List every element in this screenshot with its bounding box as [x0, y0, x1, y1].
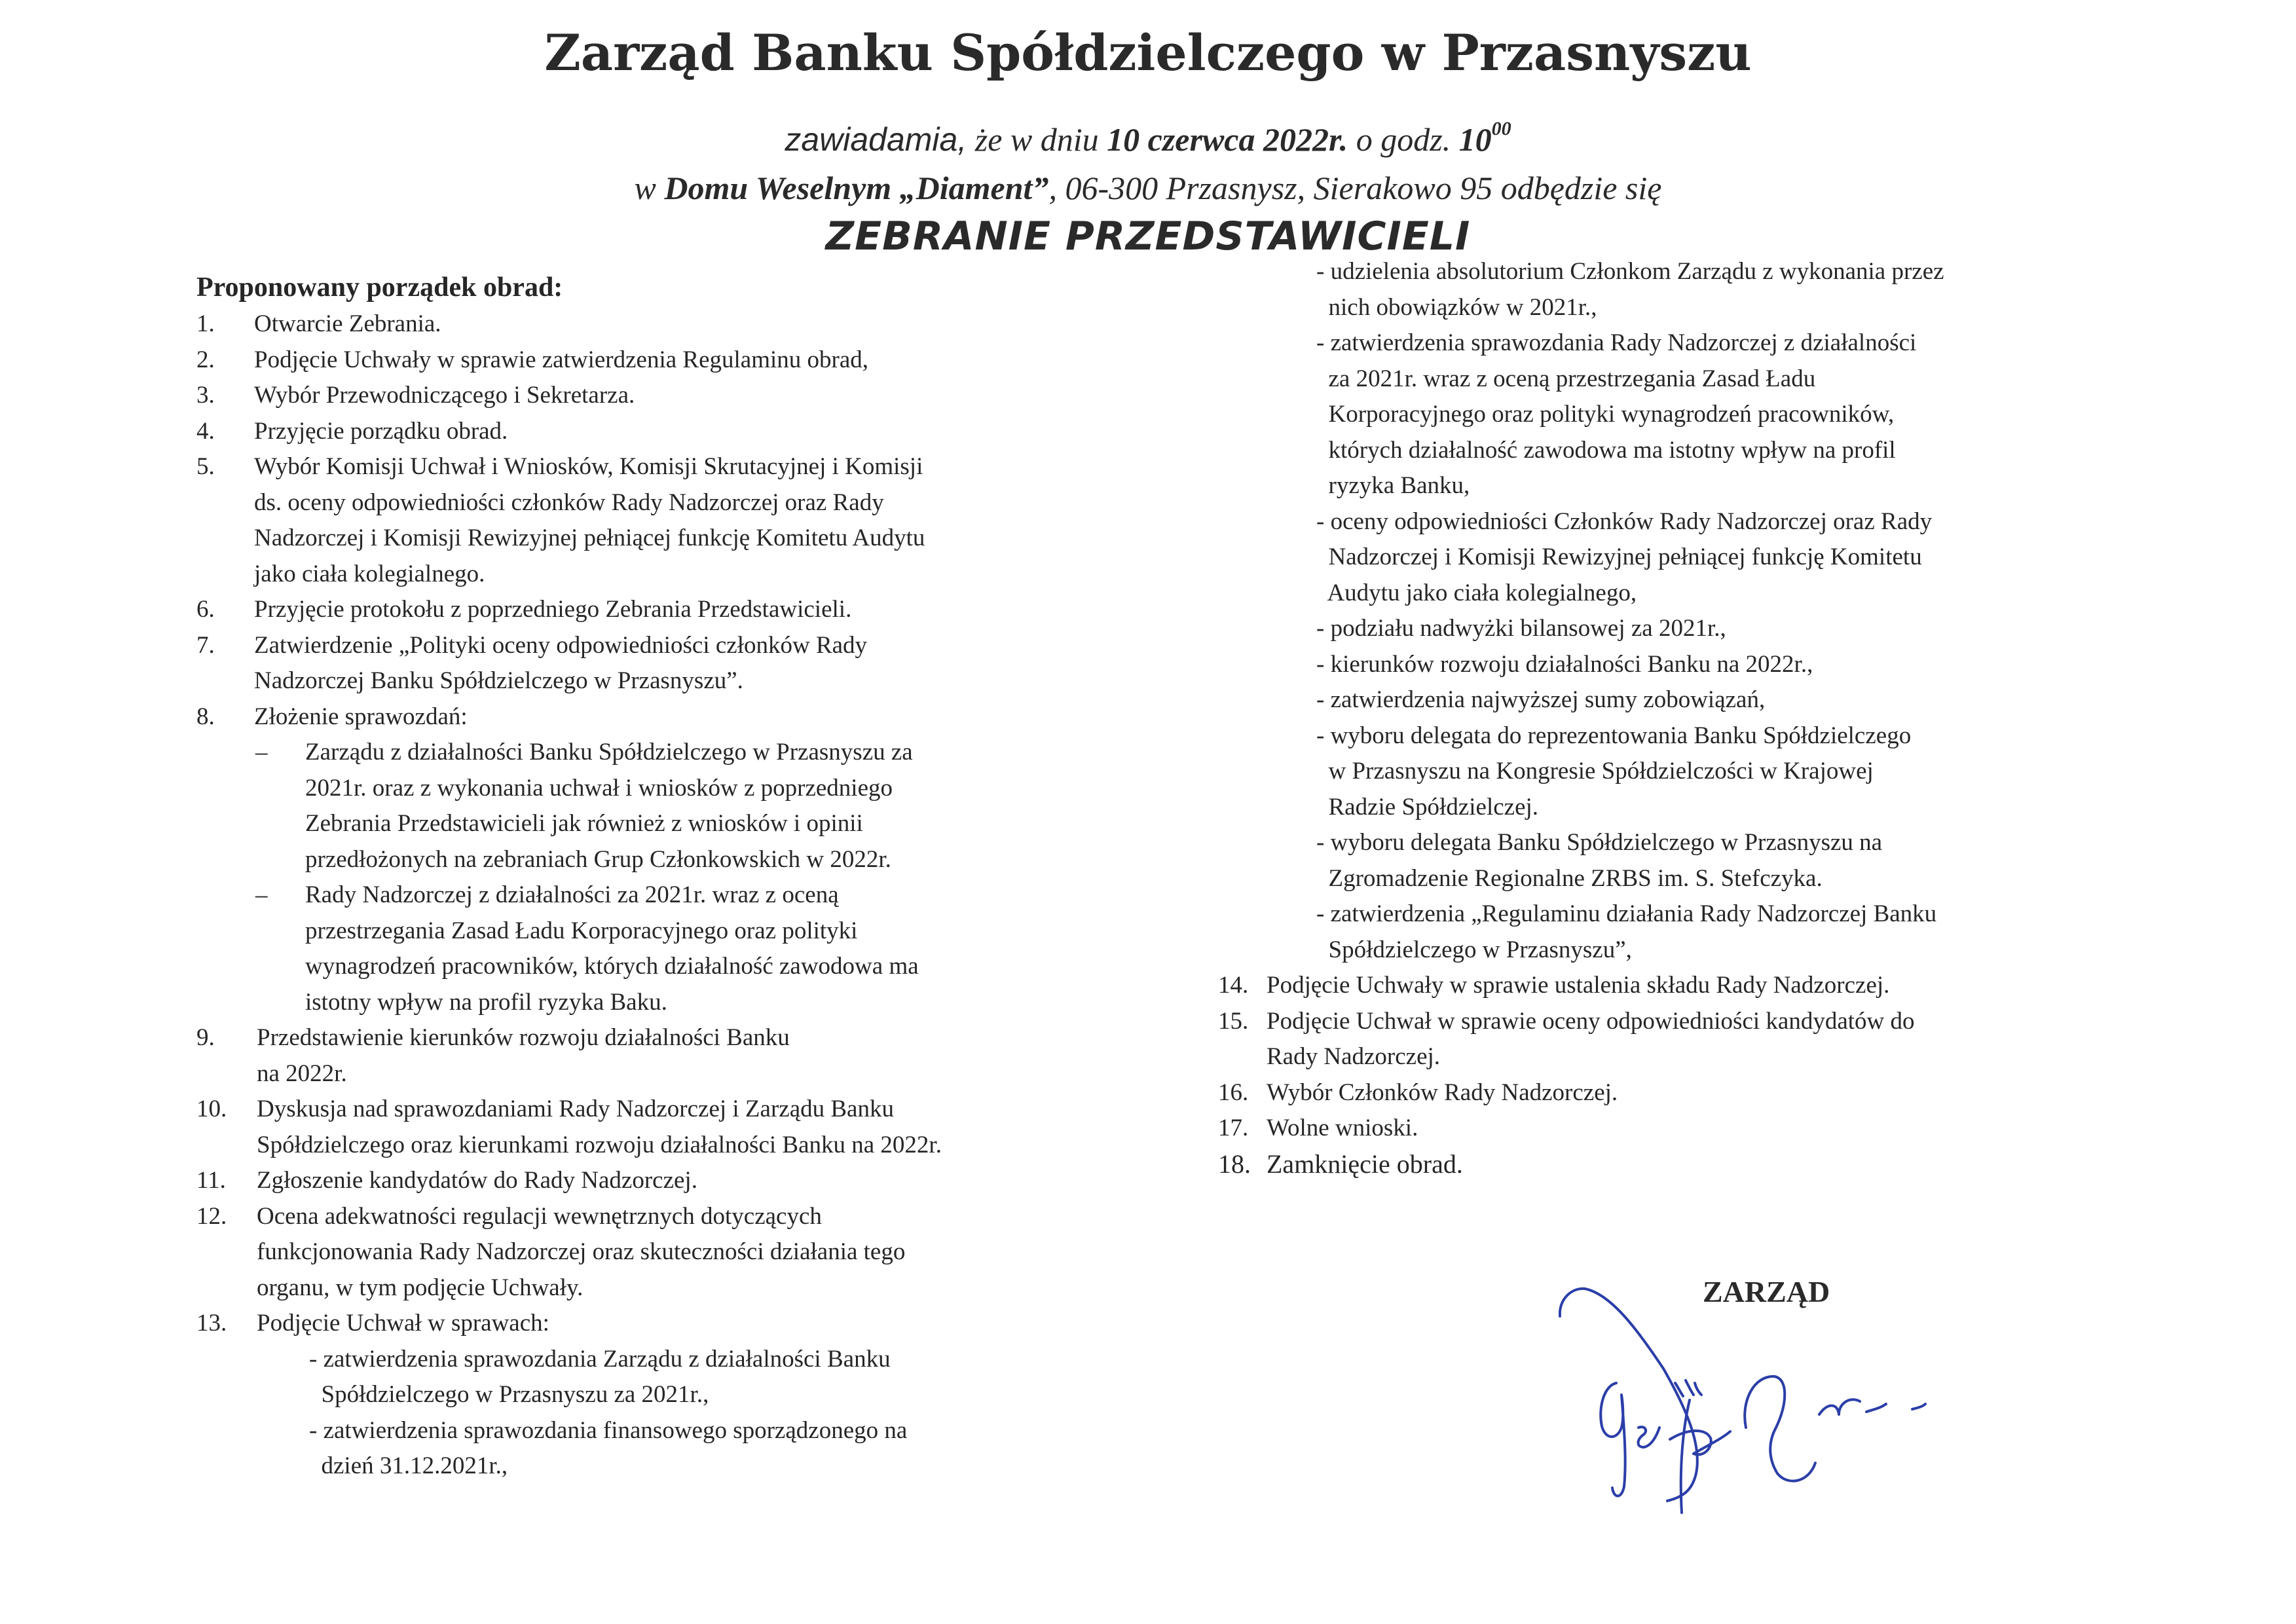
agenda-item-line: Przyjęcie porządku obrad. — [254, 417, 508, 445]
resolution-subitem-line: Nadzorczej i Komisji Rewizyjnej pełniącej funkcję Komitetu — [1316, 544, 1922, 570]
agenda-item — [196, 449, 942, 592]
agenda-item — [1218, 1004, 1944, 1075]
resolution-subitem — [1316, 504, 1944, 612]
agenda-item-line: Wybór Komisji Uchwał i Wniosków, Komisji Skrutacyjnej i Komisji — [254, 453, 923, 480]
agenda-item-line: Nadzorczej i Komisji Rewizyjnej pełniącej funkcję Komitetu Audytu — [254, 525, 925, 551]
report-subitem-line: przedłożonych na zebraniach Grup Członkowskich w 2022r. — [305, 845, 891, 873]
resolution-subitem-line: Korporacyjnego oraz polityki wynagrodzeń pracowników, — [1316, 401, 1895, 428]
agenda-item — [1218, 968, 1944, 1004]
agenda-item-line: Przedstawienie kierunków rozwoju działalności Banku — [257, 1024, 790, 1051]
dash-marker: – — [255, 739, 268, 766]
report-subitem — [255, 735, 942, 877]
agenda-item-line: Złożenie sprawozdań: — [254, 703, 468, 730]
resolution-subitem-line: - wyboru delegata Banku Spółdzielczego w Przasnyszu na — [1316, 829, 1883, 856]
agenda-item — [196, 306, 942, 342]
resolution-subitem-line: Radzie Spółdzielczej. — [1316, 793, 1539, 821]
resolution-subitem — [1316, 647, 1944, 683]
resolution-subitem-line: - zatwierdzenia sprawozdania finansowego sporządzonego na — [309, 1416, 908, 1444]
agenda-item-line: Zatwierdzenie „Polityki oceny odpowiedniości członków Rady — [254, 631, 868, 659]
agenda-item-number: 3. — [196, 382, 215, 409]
resolution-subitem-line: w Przasnyszu na Kongresie Spółdzielczości w Krajowej — [1316, 758, 1874, 784]
resolution-subitem-line: - zatwierdzenia sprawozdania Rady Nadzorczej z działalności — [1316, 329, 1917, 356]
agenda-item-number: 16. — [1218, 1079, 1249, 1106]
meeting-name: ZEBRANIE PRZEDSTAWICIELI — [825, 213, 1471, 259]
report-subitem — [255, 877, 942, 1020]
agenda-item-line: na 2022r. — [257, 1060, 347, 1087]
agenda-left-column — [196, 270, 942, 1485]
resolution-subitem-line: Audytu jako ciała kolegialnego, — [1316, 579, 1637, 606]
agenda-item-line: Spółdzielczego oraz kierunkami rozwoju działalności Banku na 2022r. — [257, 1131, 942, 1158]
notice-title: Zarząd Banku Spółdzielczego w Przasnyszu — [544, 24, 1752, 82]
agenda-item-number: 12. — [196, 1202, 227, 1230]
report-subitem-line: 2021r. oraz z wykonania uchwał i wniosków z poprzedniego — [305, 774, 893, 802]
agenda-item-text — [257, 1163, 697, 1199]
resolution-subitem — [1316, 718, 1944, 826]
agenda-item-line: organu, w tym podjęcie Uchwały. — [257, 1274, 583, 1301]
agenda-item-line: Wolne wnioski. — [1267, 1115, 1418, 1141]
resolution-subitem — [309, 1342, 942, 1413]
agenda-item-line: ds. oceny odpowiedniości członków Rady Nadzorczej oraz Rady — [254, 489, 884, 516]
meeting-venue: Domu Weselnym „Diament” — [664, 170, 1049, 206]
resolution-subitem-line: - podziału nadwyżki bilansowej za 2021r., — [1316, 615, 1726, 642]
agenda-item-text — [257, 1020, 790, 1092]
resolution-subitem-line: Zgromadzenie Regionalne ZRBS im. S. Stefczyka. — [1316, 864, 1823, 892]
agenda-item — [196, 1199, 942, 1306]
resolution-subitem — [1316, 825, 1944, 896]
agenda-item-number: 17. — [1218, 1115, 1249, 1141]
report-subitem-line: Zebrania Przedstawicieli jak również z wniosków i opinii — [305, 810, 863, 837]
agenda-item-text — [254, 449, 925, 592]
agenda-item-text — [1267, 1111, 1418, 1147]
agenda-item-number: 7. — [196, 631, 215, 659]
agenda-item-line: funkcjonowania Rady Nadzorczej oraz skuteczności działania tego — [257, 1238, 906, 1265]
meeting-date: 10 czerwca 2022r. — [1107, 121, 1348, 158]
agenda-item — [196, 342, 942, 378]
agenda-item-text — [257, 1092, 942, 1163]
agenda-item-number: 11. — [196, 1167, 226, 1194]
agenda-item-line: Nadzorczej Banku Spółdzielczego w Przasnyszu”. — [254, 667, 743, 694]
agenda-item-line: Dyskusja nad sprawozdaniami Rady Nadzorczej i Zarządu Banku — [257, 1096, 894, 1122]
agenda-item-text — [254, 378, 635, 414]
agenda-item-number: 5. — [196, 453, 215, 480]
agenda-item-line: Podjęcie Uchwały w sprawie ustalenia składu Rady Nadzorczej. — [1267, 972, 1890, 999]
agenda-item-line: Zgłoszenie kandydatów do Rady Nadzorczej. — [257, 1167, 697, 1194]
agenda-item — [1218, 1111, 1944, 1147]
notice-line-1 — [0, 120, 2296, 158]
agenda-item-number: 6. — [196, 596, 215, 623]
agenda-item-line: Wybór Przewodniczącego i Sekretarza. — [254, 382, 635, 409]
signatory-label: ZARZĄD — [1703, 1275, 1830, 1308]
resolution-subitem-line: za 2021r. wraz z oceną przestrzegania Zasad Ładu — [1316, 365, 1816, 392]
resolution-subitem-line: - zatwierdzenia „Regulaminu działania Rady Nadzorczej Banku — [1316, 900, 1937, 927]
resolution-subitem — [1316, 611, 1944, 647]
resolution-subitem-line: Spółdzielczego w Przasnyszu za 2021r., — [309, 1381, 709, 1408]
agenda-item-line: Podjęcie Uchwał w sprawie oceny odpowiedniości kandydatów do — [1267, 1007, 1915, 1035]
agenda-item — [196, 628, 942, 699]
agenda-item — [196, 1306, 942, 1342]
agenda-item-number: 4. — [196, 417, 215, 445]
resolution-subitem-line: ryzyka Banku, — [1316, 472, 1470, 499]
agenda-item-line: Podjęcie Uchwały w sprawie zatwierdzenia Regulaminu obrad, — [254, 346, 869, 373]
agenda-item — [196, 699, 942, 735]
agenda-item-line: Wybór Członków Rady Nadzorczej. — [1267, 1079, 1618, 1106]
meeting-hour: 10 — [1458, 121, 1492, 158]
agenda-item — [196, 414, 942, 450]
resolution-subitem — [1316, 325, 1944, 504]
agenda-item-number: 18. — [1218, 1149, 1251, 1179]
report-subitem-line: przestrzegania Zasad Ładu Korporacyjnego oraz polityki — [305, 917, 858, 944]
agenda-item-line: Otwarcie Zebrania. — [254, 310, 441, 337]
resolution-subitem-line: których działalność zawodowa ma istotny wpływ na profil — [1316, 436, 1896, 464]
agenda-item-line: Rady Nadzorczej. — [1267, 1043, 1441, 1070]
resolution-subitem-line: - kierunków rozwoju działalności Banku na 2022r., — [1316, 650, 1813, 678]
report-subitem-text — [305, 877, 919, 1020]
agenda-item-text — [257, 1306, 549, 1342]
report-subitem-line: Rady Nadzorczej z działalności za 2021r. wraz z oceną — [305, 881, 839, 908]
report-subitem-line: wynagrodzeń pracowników, których działalność zawodowa ma — [305, 953, 919, 980]
agenda-item-line: Podjęcie Uchwał w sprawach: — [257, 1310, 549, 1337]
agenda-item-number: 15. — [1218, 1007, 1249, 1035]
meeting-address: , 06-300 Przasnysz, Sierakowo 95 odbędzie się — [1048, 170, 1662, 206]
agenda-item-number: 1. — [196, 310, 215, 337]
agenda-item — [196, 1163, 942, 1199]
agenda-item — [196, 378, 942, 414]
agenda-item-text — [1267, 1004, 1915, 1075]
agenda-item-number: 8. — [196, 703, 215, 730]
notice-line1-text: że w dniu — [967, 121, 1107, 158]
resolution-subitem-line: dzień 31.12.2021r., — [309, 1452, 508, 1479]
dash-marker: – — [255, 881, 268, 908]
resolution-subitem — [1316, 254, 1944, 325]
notice-time-label: o godz. — [1348, 121, 1459, 158]
agenda-item-number: 10. — [196, 1096, 227, 1122]
agenda-item-text — [1267, 1147, 1463, 1183]
agenda-item-number: 9. — [196, 1024, 215, 1051]
handwritten-signature — [1559, 1231, 2213, 1545]
agenda-item-text — [254, 342, 868, 378]
resolution-subitem-line: - zatwierdzenia sprawozdania Zarządu z działalności Banku — [309, 1345, 891, 1373]
agenda-item — [1218, 1075, 1944, 1111]
resolution-subitem — [1316, 896, 1944, 968]
meeting-minutes: 00 — [1491, 118, 1511, 139]
agenda-item-text — [254, 592, 851, 628]
agenda-item-line: jako ciała kolegialnego. — [254, 560, 485, 587]
agenda-item-line: Ocena adekwatności regulacji wewnętrznych dotyczących — [257, 1202, 822, 1230]
agenda-item-text — [254, 699, 468, 735]
agenda-item — [196, 592, 942, 628]
agenda-heading: Proponowany porządek obrad: — [196, 272, 563, 303]
notice-line2-prefix: w — [634, 170, 665, 206]
resolution-subitem-line: nich obowiązków w 2021r., — [1316, 293, 1597, 321]
agenda-item — [1218, 1147, 1944, 1183]
notice-verb: zawiadamia, — [785, 121, 967, 158]
agenda-item — [196, 1092, 942, 1163]
agenda-item-number: 13. — [196, 1310, 227, 1337]
agenda-item-line: Zamknięcie obrad. — [1267, 1149, 1463, 1179]
resolution-subitem-line: - oceny odpowiedniości Członków Rady Nadzorczej oraz Rady — [1316, 507, 1933, 535]
resolution-subitem-line: - wyboru delegata do reprezentowania Banku Spółdzielczego — [1316, 722, 1912, 749]
report-subitem-text — [305, 735, 913, 877]
agenda-item-text — [1267, 1075, 1618, 1111]
agenda-item-number: 2. — [196, 346, 215, 373]
resolution-subitem — [309, 1413, 942, 1485]
agenda-item-number: 14. — [1218, 972, 1249, 999]
resolution-subitem-line: - udzielenia absolutorium Członkom Zarządu z wykonania przez — [1316, 258, 1944, 285]
agenda-item-text — [254, 414, 508, 450]
agenda-item-text — [254, 628, 867, 699]
report-subitem-line: Zarządu z działalności Banku Spółdzielczego w Przasnyszu za — [305, 739, 913, 766]
agenda-item-text — [254, 306, 441, 342]
agenda-item-line: Przyjęcie protokołu z poprzedniego Zebrania Przedstawicieli. — [254, 596, 852, 623]
resolution-subitem-line: - zatwierdzenia najwyższej sumy zobowiązań, — [1316, 686, 1766, 713]
agenda-item — [196, 1020, 942, 1092]
report-subitem-line: istotny wpływ na profil ryzyka Baku. — [305, 988, 667, 1016]
agenda-item-text — [1267, 968, 1889, 1004]
notice-line-2 — [0, 169, 2296, 207]
agenda-right-column — [1218, 254, 1944, 1182]
resolution-subitem — [1316, 682, 1944, 718]
resolution-subitem-line: Spółdzielczego w Przasnyszu”, — [1316, 936, 1632, 963]
agenda-item-text — [257, 1199, 905, 1306]
